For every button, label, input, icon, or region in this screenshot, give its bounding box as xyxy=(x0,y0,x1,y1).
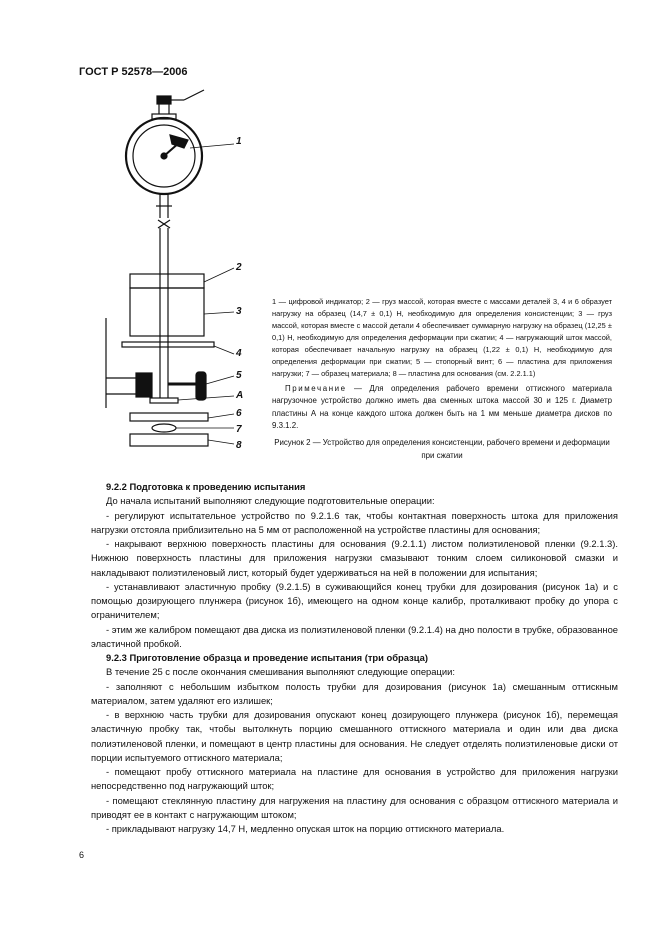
section-heading: 9.2.3 Приготовление образца и проведение испытания (три образца) xyxy=(106,652,428,663)
document-header: ГОСТ Р 52578—2006 xyxy=(79,66,188,78)
figure-label-6: 6 xyxy=(236,408,242,419)
figure-label-3: 3 xyxy=(236,306,242,317)
figure-label-2: 2 xyxy=(236,262,242,273)
apparatus-figure xyxy=(100,88,270,468)
note-text: — Для определения рабочего времени оттискного материала нагрузочное устройство должно иметь два сменных штока массой 30 и 125 г. Диаметр пластины А на конце каждого штока должен быть на 1 мм меньше диаметра дисков по 9.3.1.2. xyxy=(272,384,612,431)
note-label: Примечание xyxy=(285,384,347,393)
paragraph: До начала испытаний выполняют следующие подготовительные операции: xyxy=(106,495,435,507)
paragraph: - прикладывают нагрузку 14,7 Н, медленно опуская шток на порцию оттискного материала. xyxy=(106,823,505,834)
paragraph: - этим же калибром помещают два диска из полиэтиленовой пленки (9.2.1.4) на дно полости в трубке, образованное эластичной пробкой. xyxy=(91,623,618,649)
section-heading: 9.2.2 Подготовка к проведению испытания xyxy=(106,481,306,492)
paragraph: - регулируют испытательное устройство по 9.2.1.6 так, чтобы контактная поверхность штока для приложения нагрузки отстояла приблизительно на 5 мм от расположенной на устройстве пластины для основания; xyxy=(91,509,618,535)
figure-label-5: 5 xyxy=(236,370,242,381)
figure-label-8: 8 xyxy=(236,440,242,451)
paragraph: - в верхнюю часть трубки для дозирования опускают конец дозирующего плунжера (рисунок 1б), перемещая эластичную пробку так, чтобы вытолкнуть порцию смешанного оттискного материала и один или два диска полиэтиленовой пленки, и помещают в центр пластины для основания. Не следует отделять полиэтиленовые диски от порции испытуемого оттискного материала; xyxy=(91,709,618,763)
figure-label-4: 4 xyxy=(236,348,242,359)
figure-label-a: А xyxy=(236,390,244,401)
figure-note xyxy=(272,383,612,433)
figure-label-7: 7 xyxy=(236,424,242,435)
figure-label-1: 1 xyxy=(236,136,242,147)
body-text xyxy=(91,480,618,836)
figure-legend: 1 — цифровой индикатор; 2 — груз массой, которая вместе с массами деталей 3, 4 и 6 образует нагрузку на образец (14,7 ± 0,1) Н, необходимую для определения консистенции; 3 — груз массой, которая вместе с массой детали 4 обеспечивает суммарную нагрузку на образец (12,25 ± 0,1) Н, необходимую для определения деформации при сжатии; 4 — нагружающий шток массой, которая обеспечивает начальную нагрузку на образец (1,22 ± 0,1) Н, необходимую для определения деформации при сжатии; 5 — стопорный винт; 6 — пластина для приложения нагрузки; 7 — образец материала; 8 — пластина для основания (см. 2.2.1.1) xyxy=(272,297,612,378)
page-number: 6 xyxy=(79,850,85,860)
figure-caption: Рисунок 2 — Устройство для определения консистенции, рабочего времени и деформации при сжатии xyxy=(274,438,610,461)
paragraph: - заполняют с небольшим избытком полость трубки для дозирования (рисунок 1а) смешанным оттискным материалом, затем удаляют его излишек; xyxy=(91,680,618,706)
paragraph: - помещают пробу оттискного материала на пластине для основания в устройство для приложения нагрузки непосредственно под нагружающий шток; xyxy=(91,766,618,792)
paragraph: - устанавливают эластичную пробку (9.2.1.5) в суживающийся конец трубки для дозирования (рисунок 1а) и с помощью дозирующего плунжера (рисунок 1б), имеющего на одном конце калибр, проталкивают пробку до упора с ограничителем; xyxy=(91,580,618,621)
paragraph: В течение 25 с после окончания смешивания выполняют следующие операции: xyxy=(106,666,455,678)
paragraph: - накрывают верхнюю поверхность пластины для основания (9.2.1.1) листом полиэтиленовой пленки (9.2.1.3). Нижнюю поверхность пластины для приложения нагрузки смазывают тонким слоем силиконовой смазки и накладывают полиэтиленовый лист, который будет удерживаться на ней в положении для испытания; xyxy=(91,538,618,578)
paragraph: - помещают стеклянную пластину для нагружения на пластину для основания с образцом оттискного материала и приводят ее в контакт с нагружающим штоком; xyxy=(91,794,618,820)
